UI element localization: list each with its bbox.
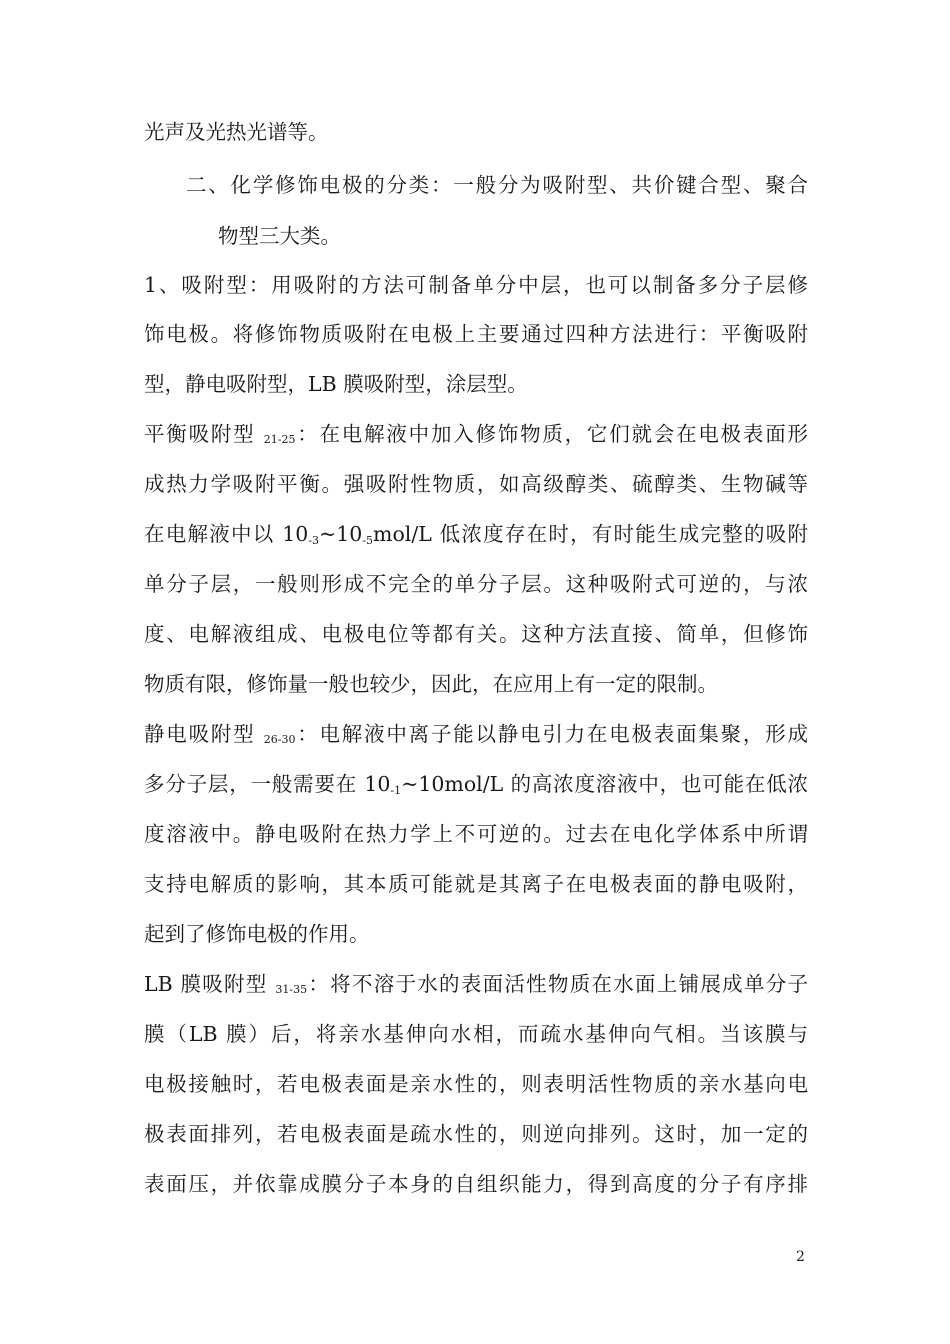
text-line: 单分子层，一般则形成不完全的单分子层。这种吸附式可逆的，与浓 bbox=[144, 572, 808, 596]
text-line: 度、电解液组成、电极电位等都有关。这种方法直接、简单，但修饰 bbox=[144, 622, 808, 646]
exponent: -3 bbox=[308, 534, 320, 547]
page-number: 2 bbox=[796, 1249, 805, 1265]
section-heading-continuation: 物型三大类。 bbox=[218, 224, 341, 248]
text-line: 1、吸附型：用吸附的方法可制备单分中层，也可以制备多分子层修 bbox=[144, 273, 808, 297]
text-line: 极表面排列，若电极表面是疏水性的，则逆向排列。这时，加一定的 bbox=[144, 1122, 808, 1146]
text-line: 物质有限，修饰量一般也较少，因此，在应用上有一定的限制。 bbox=[144, 672, 718, 696]
paragraph-heading-line: LB 膜吸附型 31-35：将不溶于水的表面活性物质在水面上铺展成单分子 bbox=[144, 972, 808, 996]
citation-ref: 26-30 bbox=[263, 733, 296, 746]
text-line: 在电解液中以 10-3~10-5mol/L 低浓度存在时，有时能生成完整的吸附 bbox=[144, 522, 808, 547]
text-line: 起到了修饰电极的作用。 bbox=[144, 922, 370, 946]
citation-ref: 31-35 bbox=[275, 983, 308, 996]
text-line: 多分子层，一般需要在 10-1~10mol/L 的高浓度溶液中，也可能在低浓 bbox=[144, 772, 808, 797]
text-line: 光声及光热光谱等。 bbox=[144, 120, 329, 144]
citation-ref: 21-25 bbox=[263, 433, 296, 446]
text-line: 饰电极。将修饰物质吸附在电极上主要通过四种方法进行：平衡吸附 bbox=[144, 322, 808, 346]
text-line: 表面压，并依靠成膜分子本身的自组织能力，得到高度的分子有序排 bbox=[144, 1172, 808, 1196]
text-line: 膜（LB 膜）后，将亲水基伸向水相，而疏水基伸向气相。当该膜与 bbox=[144, 1022, 808, 1046]
exponent: -1 bbox=[390, 784, 402, 797]
text-line: 度溶液中。静电吸附在热力学上不可逆的。过去在电化学体系中所谓 bbox=[144, 822, 808, 846]
paragraph-title: 静电吸附型 bbox=[144, 722, 264, 746]
text-line: 型，静电吸附型，LB 膜吸附型，涂层型。 bbox=[144, 372, 528, 396]
text-line: 成热力学吸附平衡。强吸附性物质，如高级醇类、硫醇类、生物碱等 bbox=[144, 472, 808, 496]
text-line: 电极接触时，若电极表面是亲水性的，则表明活性物质的亲水基向电 bbox=[144, 1072, 808, 1096]
exponent: -5 bbox=[362, 534, 373, 547]
paragraph-heading-line: 平衡吸附型 21-25：在电解液中加入修饰物质，它们就会在电极表面形 bbox=[144, 422, 808, 446]
text-line: 支持电解质的影响，其本质可能就是其离子在电极表面的静电吸附， bbox=[144, 872, 808, 896]
paragraph-title: 平衡吸附型 bbox=[144, 422, 264, 446]
paragraph-title: LB 膜吸附型 bbox=[144, 972, 276, 996]
paragraph-heading-line: 静电吸附型 26-30：电解液中离子能以静电引力在电极表面集聚，形成 bbox=[144, 722, 808, 746]
section-heading: 二、化学修饰电极的分类：一般分为吸附型、共价键合型、聚合 bbox=[186, 173, 808, 197]
